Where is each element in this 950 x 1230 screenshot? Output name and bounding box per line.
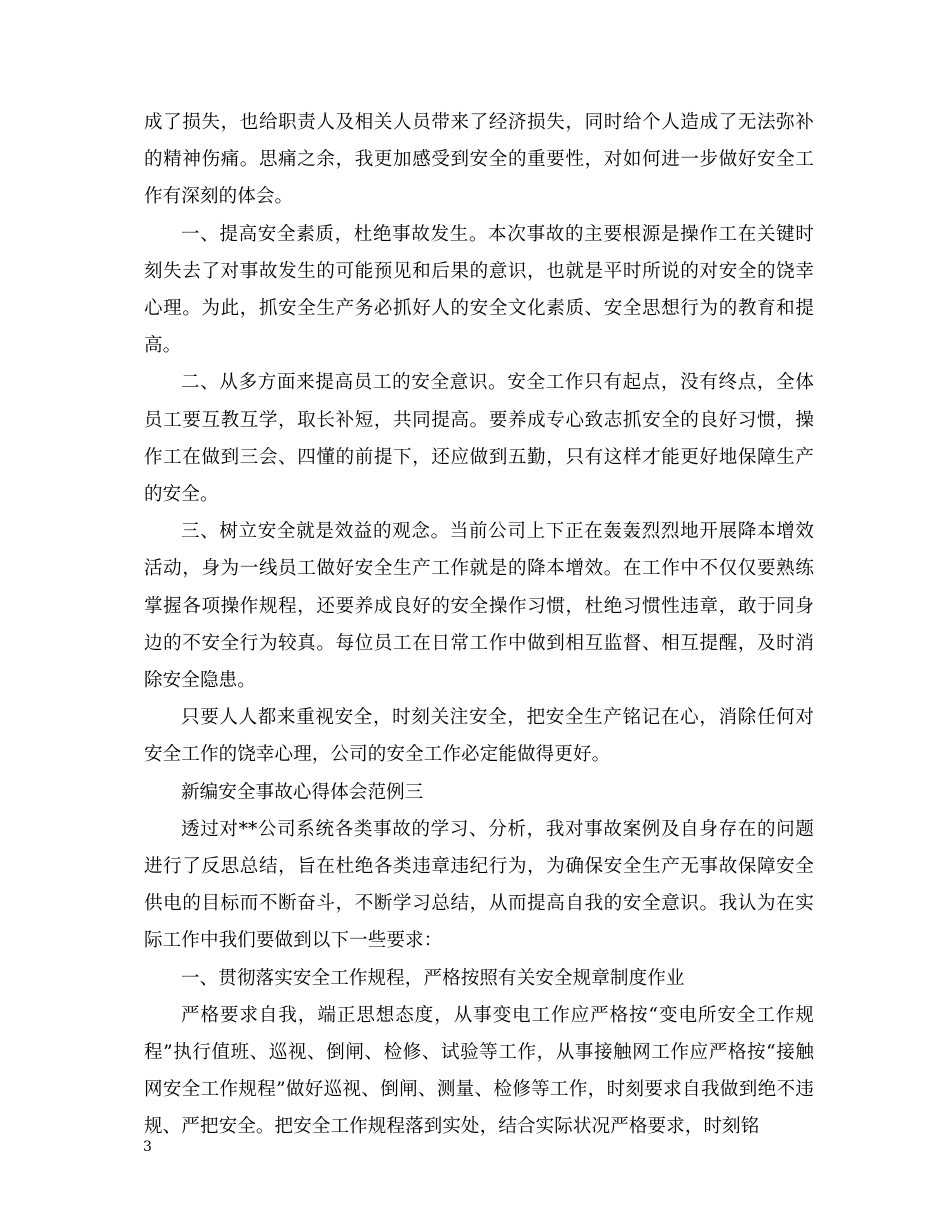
paragraph-4: 三、树立安全就是效益的观念。当前公司上下正在轰轰烈烈地开展降本增效活动，身为一线员工做好安全生产工作就是的降本增效。在工作中不仅仅要熟练掌握各项操作规程，还要养成良好的安全操作习惯，杜绝习惯性违章，敢于同身边的不安全行为较真。每位员工在日常工作中做到相互监督、相互提醒，及时消除安全隐患。 [144,521,814,692]
paragraph-1: 成了损失，也给职责人及相关人员带来了经济损失，同时给个人造成了无法弥补的精神伤痛。思痛之余，我更加感受到安全的重要性，对如何进一步做好安全工作有深刻的体会。 [144,112,814,208]
paragraph-7: 一、贯彻落实安全工作规程，严格按照有关安全规章制度作业 [181,967,685,989]
paragraph-6: 透过对**公司系统各类事故的学习、分析，我对事故案例及自身存在的问题进行了反思总结，旨在杜绝各类违章违纪行为，为确保安全生产无事故保障安全供电的目标而不断奋斗，不断学习总结，从而提高自我的安全意识。我认为在实际工作中我们要做到以下一些要求： [144,818,814,952]
paragraph-8: 严格要求自我，端正思想态度，从事变电工作应严格按“变电所安全工作规程”执行值班、巡视、倒闸、检修、试验等工作，从事接触网工作应严格按“接触网安全工作规程”做好巡视、倒闸、测量、检修等工作，时刻要求自我做到绝不违规、严把安全。把安全工作规程落到实处，结合实际状况严格要求，时刻铭 [144,1004,814,1138]
paragraph-5: 只要人人都来重视安全，时刻关注安全，把安全生产铭记在心，消除任何对安全工作的饶幸心理，公司的安全工作必定能做得更好。 [144,707,814,766]
paragraph-3: 二、从多方面来提高员工的安全意识。安全工作只有起点，没有终点，全体员工要互教互学，取长补短，共同提高。要养成专心致志抓安全的良好习惯，操作工在做到三会、四懂的前提下，还应做到五勤，只有这样才能更好地保障生产的安全。 [144,372,814,506]
body-text [144,104,814,1146]
section-heading: 新编安全事故心得体会范例三 [181,781,424,803]
page-number: 3 [143,1139,152,1155]
paragraph-2: 一、提高安全素质，杜绝事故发生。本次事故的主要根源是操作工在关键时刻失去了对事故发生的可能预见和后果的意识，也就是平时所说的对安全的饶幸心理。为此，抓安全生产务必抓好人的安全文化素质、安全思想行为的教育和提高。 [144,223,814,357]
